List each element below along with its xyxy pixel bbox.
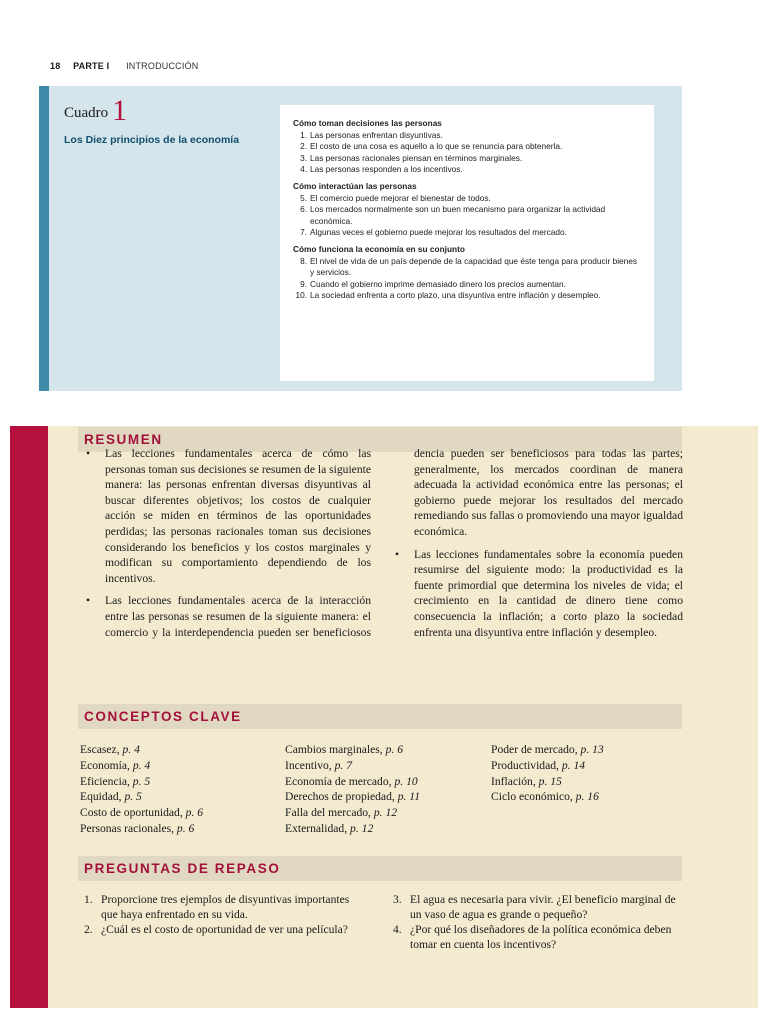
concept-page: p. 6	[185, 806, 204, 820]
concept-term: Incentivo,	[285, 758, 332, 772]
concept-entry	[491, 758, 604, 774]
cuadro-accent-bar	[39, 86, 49, 391]
question-number: 4.	[393, 923, 402, 936]
item-text: Las personas racionales piensan en términos marginales.	[310, 152, 523, 163]
item-text: Las personas responden a los incentivos.	[310, 164, 463, 175]
concept-page: p. 5	[124, 790, 142, 804]
concept-page: p. 11	[397, 790, 421, 804]
concepts-column-1	[80, 742, 203, 837]
concept-page: p. 7	[334, 758, 352, 772]
concept-entry	[491, 774, 604, 790]
concepts-column-2	[285, 742, 420, 837]
concept-page: p. 5	[132, 774, 151, 788]
item-number: 5.	[300, 192, 307, 203]
concept-term: Externalidad,	[285, 821, 348, 835]
summary-bullet-continued	[395, 446, 683, 540]
principle-item	[293, 227, 638, 239]
group-heading: Cómo toman decisiones las personas	[293, 118, 442, 128]
page-number: 18	[50, 61, 61, 71]
resumen-title: RESUMEN	[84, 432, 163, 447]
section-accent-bar	[10, 426, 48, 1008]
concept-page: p. 4	[132, 758, 151, 772]
concept-term: Equidad,	[80, 790, 122, 804]
principle-item	[293, 141, 638, 153]
concept-term: Inflación,	[491, 774, 536, 788]
resumen-column-right	[395, 446, 683, 647]
preguntas-title: PREGUNTAS DE REPASO	[84, 861, 281, 876]
concept-page: p. 10	[394, 774, 418, 788]
principles-panel	[280, 105, 654, 381]
item-text: Algunas veces el gobierno puede mejorar los resultados del mercado.	[310, 227, 567, 238]
concept-term: Economía de mercado,	[285, 774, 392, 788]
item-number: 6.	[300, 204, 307, 215]
review-question	[393, 922, 683, 952]
concept-page: p. 15	[538, 774, 562, 788]
questions-column-left	[84, 892, 354, 937]
concept-term: Economía,	[80, 758, 130, 772]
principle-item	[293, 290, 638, 302]
item-text: El costo de una cosa es aquello a lo que se renuncia para obtenerla.	[310, 141, 563, 152]
group-heading: Cómo funciona la economía en su conjunto	[293, 243, 465, 254]
chapter-label: INTRODUCCIÓN	[126, 61, 199, 71]
concept-page: p. 13	[580, 743, 604, 756]
cuadro-word: Cuadro	[64, 105, 109, 121]
principles-list	[293, 118, 638, 307]
bullet-text: Las lecciones fundamentales acerca de cómo las personas toman sus decisiones se resumen de la siguiente manera: las personas enfrentan diversas disyuntivas al buscar diferentes objetivos; los costos de cualquier acción se miden en términos de las oportunidades perdidas; las personas racionales toman sus decisiones considerando los beneficios y los costos marginales y modifican su comportamiento dependiendo de los incentivos.	[105, 447, 371, 585]
principle-item	[293, 153, 638, 165]
cuadro-label	[64, 94, 127, 128]
item-number: 9.	[300, 278, 307, 289]
item-text: El comercio puede mejorar el bienestar de todos.	[310, 192, 491, 203]
concept-entry	[80, 774, 203, 790]
concept-entry	[80, 742, 203, 758]
group-heading: Cómo interactúan las personas	[293, 180, 417, 191]
principle-item	[293, 193, 638, 205]
cuadro-title: Los Diez principios de la economía	[64, 134, 240, 146]
concept-term: Costo de oportunidad,	[80, 806, 183, 820]
page-header	[50, 61, 198, 71]
review-question	[393, 892, 683, 922]
concept-term: Ciclo económico,	[491, 790, 573, 804]
concept-entry	[80, 805, 203, 821]
concept-entry	[285, 774, 420, 790]
principle-group	[293, 244, 638, 302]
principle-group	[293, 118, 638, 176]
question-text: ¿Cuál es el costo de oportunidad de ver una película?	[101, 923, 348, 936]
bullet-dot-icon: •	[86, 594, 91, 608]
concept-term: Cambios marginales,	[285, 743, 383, 756]
concept-page: p. 12	[350, 821, 374, 835]
item-text: El nivel de vida de un país depende de la capacidad que éste tenga para producir bienes y servicios.	[310, 255, 638, 278]
item-number: 8.	[300, 255, 307, 266]
item-text: La sociedad enfrenta a corto plazo, una disyuntiva entre inflación y desempleo.	[310, 290, 601, 301]
concept-term: Falla del mercado,	[285, 806, 371, 820]
question-text: Proporcione tres ejemplos de disyuntivas importantes que haya enfrentado en su vida.	[101, 893, 350, 921]
preguntas-heading	[78, 856, 682, 881]
part-label: PARTE I	[73, 61, 110, 71]
question-number: 2.	[84, 923, 93, 936]
concept-term: Derechos de propiedad,	[285, 790, 395, 804]
item-number: 4.	[300, 164, 307, 175]
concept-entry	[285, 805, 420, 821]
principle-item	[293, 279, 638, 291]
summary-bullet	[86, 593, 371, 639]
concept-page: p. 12	[373, 806, 398, 820]
concept-term: Personas racionales,	[80, 821, 175, 835]
concept-entry	[285, 758, 420, 774]
concept-term: Eficiencia,	[80, 774, 130, 788]
concept-page: p. 6	[385, 743, 403, 756]
concept-entry	[285, 789, 420, 805]
concept-entry	[80, 821, 203, 837]
questions-column-right	[393, 892, 683, 952]
bullet-dot-icon: •	[395, 547, 400, 561]
bullet-text: Las lecciones fundamentales acerca de la interacción entre las personas se resumen de la siguiente manera: el comercio y la interdependencia pueden ser beneficiosos	[105, 594, 371, 639]
summary-bullet	[86, 446, 371, 586]
cuadro-box	[39, 86, 682, 391]
principle-item	[293, 256, 638, 279]
principle-item	[293, 164, 638, 176]
concept-entry	[285, 821, 420, 837]
bullet-dot-icon: •	[86, 447, 91, 460]
review-question	[84, 922, 354, 937]
concept-entry	[80, 789, 203, 805]
concept-page: p. 4	[122, 743, 140, 756]
principle-group	[293, 181, 638, 239]
concept-page: p. 14	[561, 758, 586, 772]
principle-item	[293, 130, 638, 142]
concept-term: Productividad,	[491, 758, 559, 772]
concepts-column-3	[491, 742, 604, 805]
principle-item	[293, 204, 638, 227]
concept-entry	[491, 742, 604, 758]
concept-entry	[80, 758, 203, 774]
resumen-column-left	[86, 446, 371, 646]
item-number: 3.	[300, 152, 307, 163]
item-number: 1.	[300, 129, 307, 140]
cuadro-number: 1	[112, 94, 128, 127]
concept-page: p. 16	[575, 790, 599, 804]
item-number: 10.	[295, 290, 307, 301]
question-number: 1.	[84, 893, 93, 906]
bullet-text: Las lecciones fundamentales sobre la economía pueden resumirse del siguiente modo: la productividad es la fuente primordial que determina los niveles de vida; el crecimiento en la cantidad de dinero tiene como consecuencia la inflación; a corto plazo la sociedad enfrenta una disyuntiva entre inflación y desempleo.	[414, 547, 683, 639]
corner-mark	[20, 936, 48, 948]
concept-entry	[491, 789, 604, 805]
item-text: Cuando el gobierno imprime demasiado dinero los precios aumentan.	[310, 278, 566, 289]
item-text: Los mercados normalmente son un buen mecanismo para organizar la actividad económica.	[310, 204, 606, 226]
item-text: Las personas enfrentan disyuntivas.	[310, 129, 443, 140]
question-text: El agua es necesaria para vivir. ¿El beneficio marginal de un vaso de agua es grande o pequeño?	[410, 893, 676, 921]
bullet-text-continued: dencia pueden ser beneficiosos para todas las partes; generalmente, los mercados coordinan de manera adecuada la actividad económica entre las personas; el gobierno puede mejorar los resultados del mercado remediando sus fallas o promoviendo una mayor igualdad económica.	[414, 447, 683, 538]
review-question	[84, 892, 354, 922]
item-number: 2.	[300, 141, 307, 152]
concept-term: Poder de mercado,	[491, 743, 578, 756]
chapter-summary-section	[10, 426, 758, 1008]
question-number: 3.	[393, 893, 402, 906]
concept-term: Escasez,	[80, 743, 120, 756]
item-number: 7.	[300, 227, 307, 238]
question-text: ¿Por qué los diseñadores de la política económica deben tomar en cuenta los incentivos?	[410, 923, 672, 951]
summary-bullet	[395, 547, 683, 641]
conceptos-heading	[78, 704, 682, 729]
concept-page: p. 6	[176, 821, 195, 835]
conceptos-title: CONCEPTOS CLAVE	[84, 709, 242, 724]
concept-entry	[285, 742, 420, 758]
